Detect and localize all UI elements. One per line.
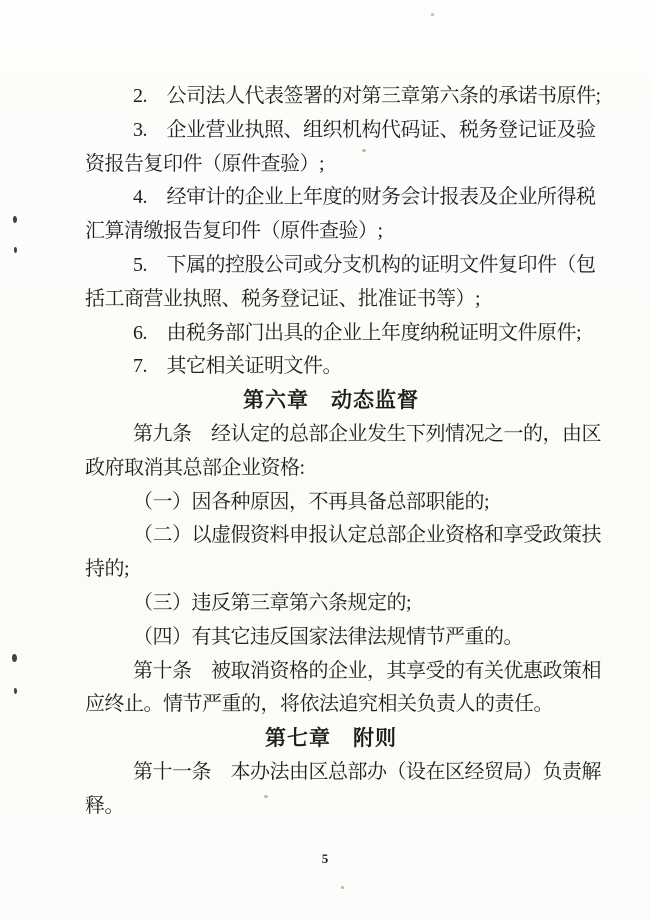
doc-line-article-11-cont: 释。 <box>85 794 124 817</box>
scan-speck <box>14 247 17 253</box>
scan-speck <box>362 149 366 152</box>
doc-line-item-3-cont: 资报告复印件（原件查验）; <box>85 152 325 175</box>
doc-line-item-7: 7. 其它相关证明文件。 <box>133 355 342 378</box>
scan-speck <box>13 216 17 223</box>
doc-line-item-5-cont: 括工商营业执照、税务登记证、批准证书等）; <box>85 287 481 310</box>
scan-speck <box>12 654 17 662</box>
scan-speck <box>14 688 17 694</box>
chapter-heading-7: 第七章 附则 <box>265 726 397 751</box>
page-number: 5 <box>321 851 329 866</box>
doc-line-item-4: 4. 经审计的企业上年度的财务会计报表及企业所得税 <box>133 186 596 209</box>
scan-speck <box>431 13 434 16</box>
doc-line-item-4-cont: 汇算清缴报告复印件（原件查验）; <box>85 220 383 243</box>
doc-line-clause-3: （三）违反第三章第六条规定的; <box>133 591 412 614</box>
doc-line-article-11: 第十一条 本办法由区总部办（设在区经贸局）负责解 <box>133 760 601 783</box>
scan-speck <box>264 795 268 798</box>
doc-line-clause-2: （二）以虚假资料申报认定总部企业资格和享受政策扶 <box>133 524 601 547</box>
scan-speck <box>341 886 344 889</box>
doc-line-clause-2-cont: 持的; <box>85 558 130 581</box>
chapter-heading-6: 第六章 动态监督 <box>243 388 419 413</box>
doc-line-article-10: 第十条 被取消资格的企业，其享受的有关优惠政策相 <box>133 659 601 682</box>
doc-line-article-9-cont: 政府取消其总部企业资格: <box>85 456 305 479</box>
doc-line-clause-4: （四）有其它违反国家法律法规情节严重的。 <box>133 625 523 648</box>
doc-line-item-2: 2. 公司法人代表签署的对第三章第六条的承诺书原件; <box>133 85 601 107</box>
document-body <box>85 80 601 824</box>
doc-line-article-10-cont: 应终止。情节严重的，将依法追究相关负责人的责任。 <box>85 693 553 716</box>
doc-line-item-3: 3. 企业营业执照、组织机构代码证、税务登记证及验 <box>133 118 596 141</box>
doc-line-clause-1: （一）因各种原因，不再具备总部职能的; <box>133 490 490 513</box>
doc-line-item-6: 6. 由税务部门出具的企业上年度纳税证明文件原件; <box>133 321 582 344</box>
doc-line-article-9: 第九条 经认定的总部企业发生下列情况之一的，由区 <box>133 422 601 445</box>
doc-line-item-5: 5. 下属的控股公司或分支机构的证明文件复印件（包 <box>133 253 596 276</box>
